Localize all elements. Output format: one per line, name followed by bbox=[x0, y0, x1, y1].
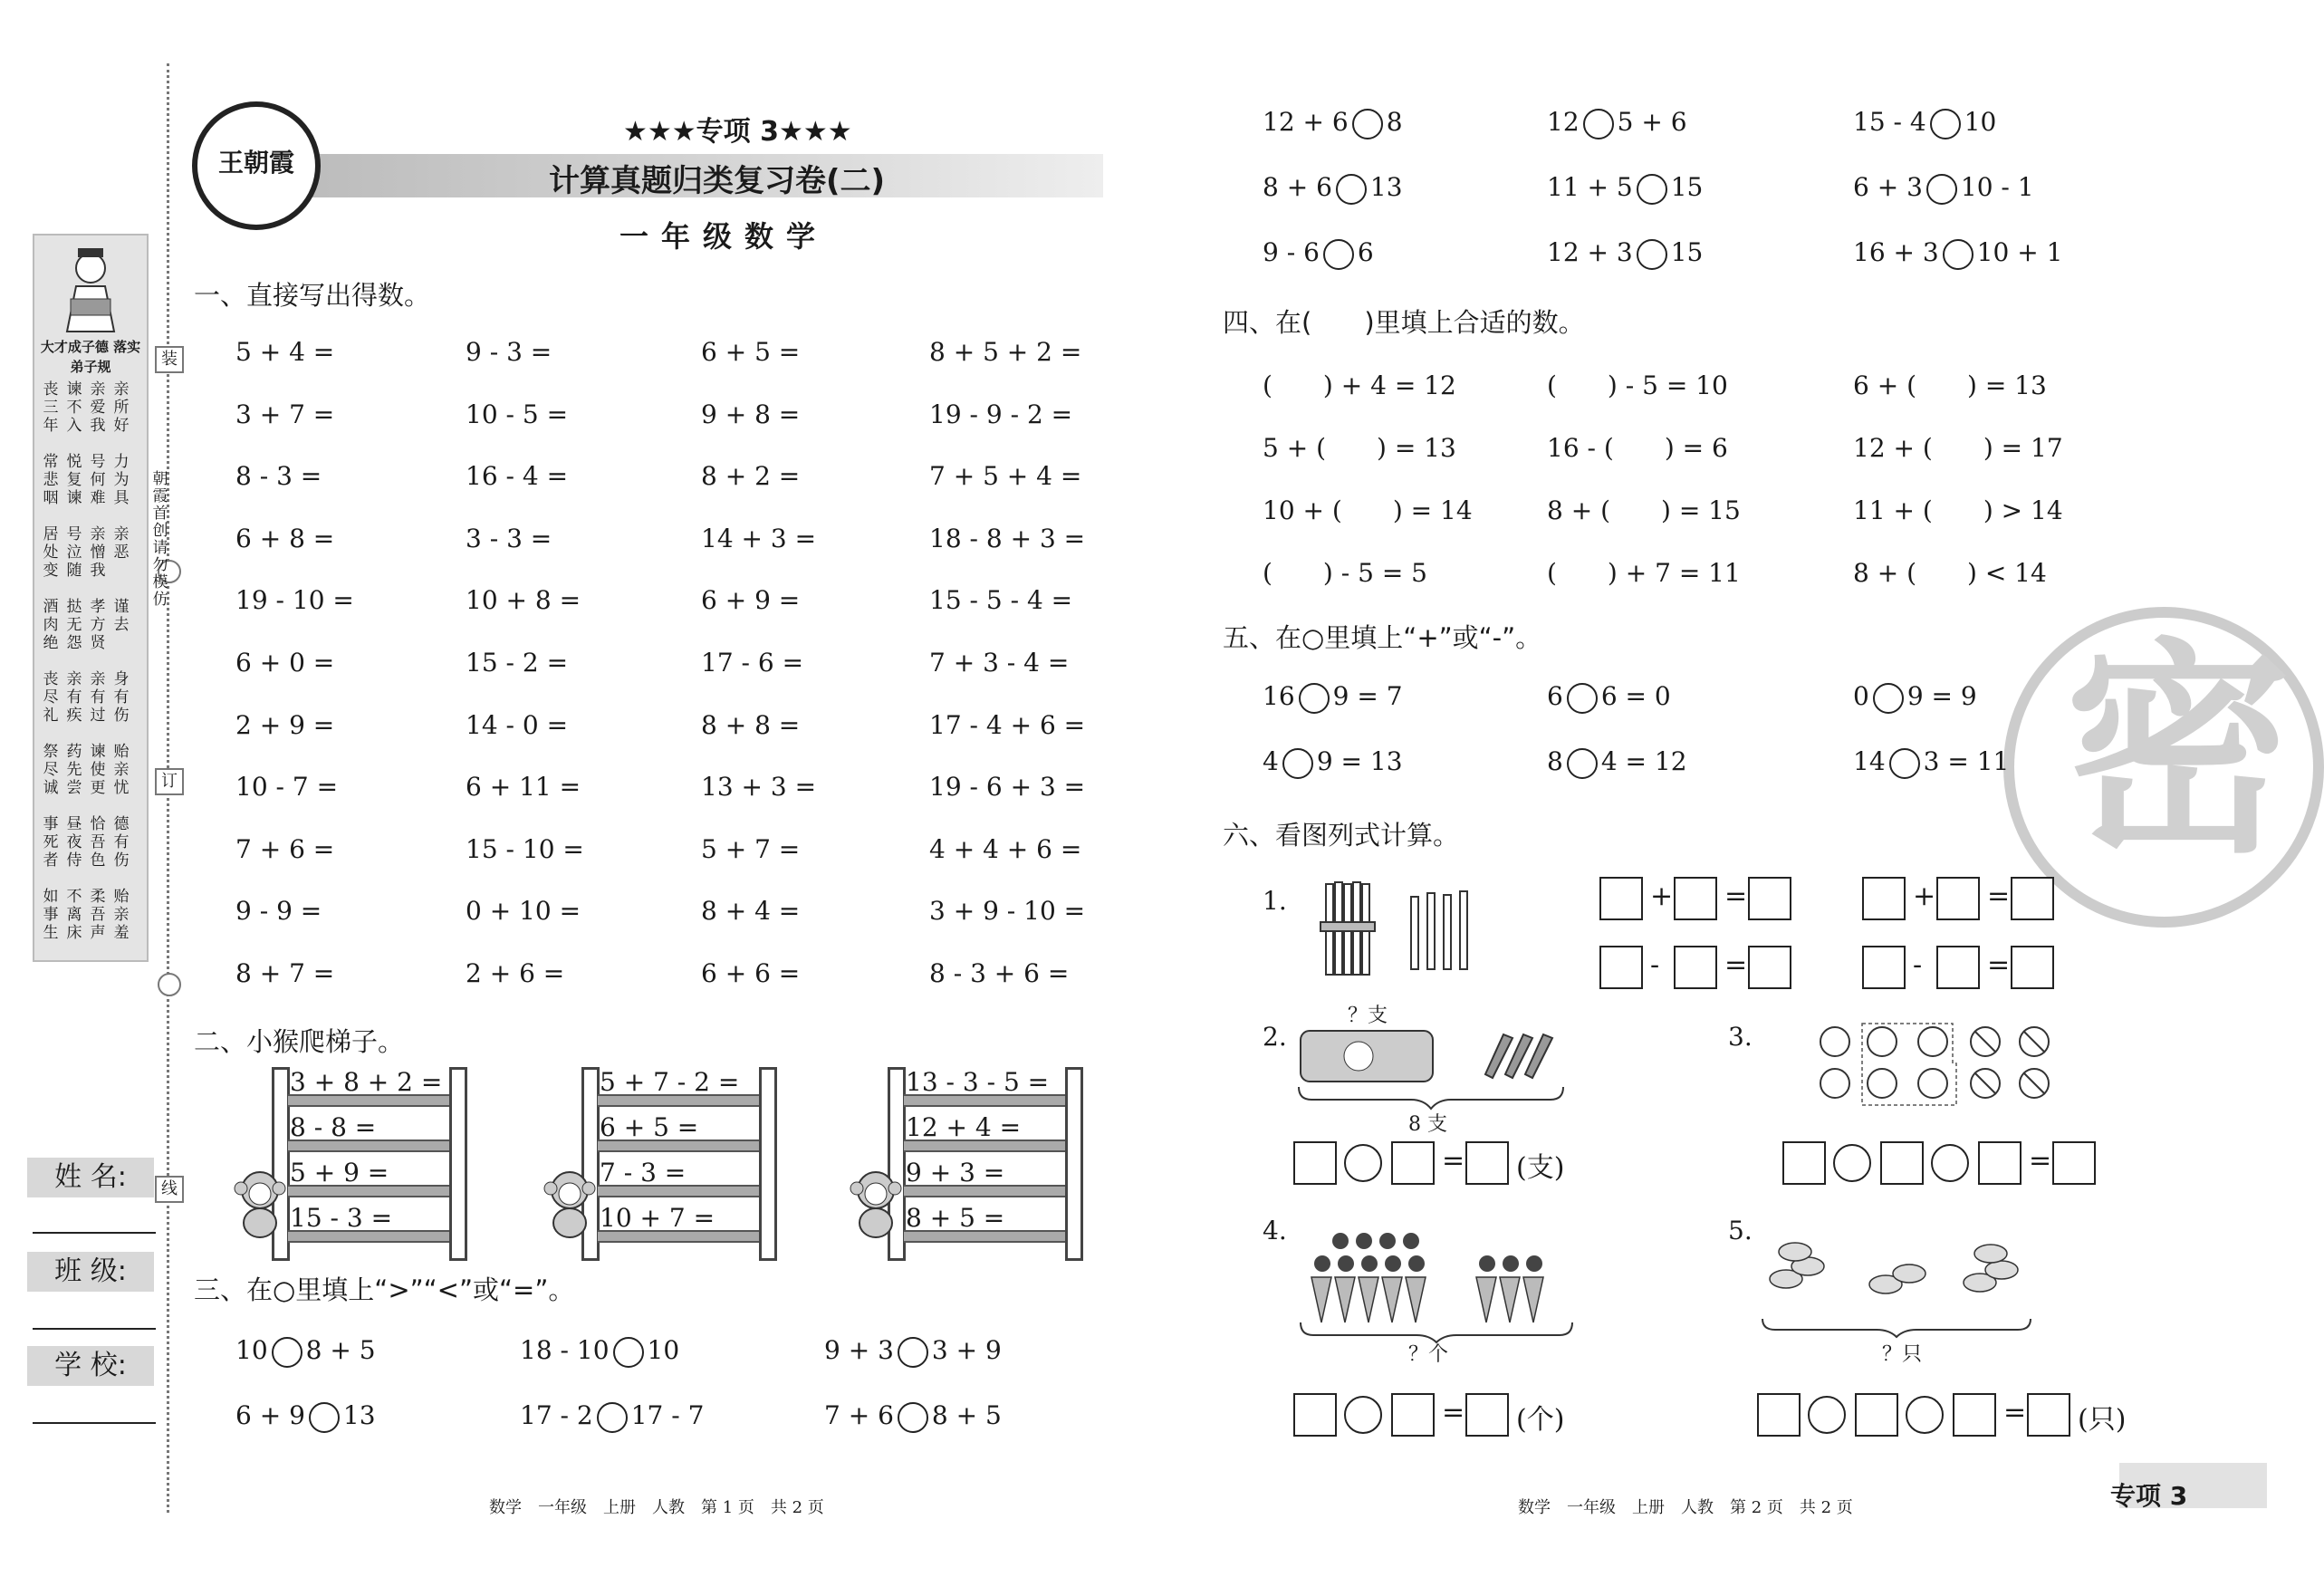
expr-right: 6 bbox=[1357, 237, 1374, 267]
poem-column: 谨去 bbox=[113, 598, 130, 634]
answer-box[interactable] bbox=[1855, 1393, 1898, 1437]
footer-right: 数学 一年级 上册 人教 第 2 页 共 2 页 bbox=[1518, 1498, 1853, 1517]
cut-circle bbox=[158, 973, 181, 996]
answer-circle[interactable] bbox=[1567, 683, 1598, 714]
answer-box[interactable] bbox=[2027, 1393, 2070, 1437]
answer-circle[interactable] bbox=[1637, 239, 1667, 270]
answer-box[interactable] bbox=[1862, 946, 1906, 989]
equation: 8 + 4 = bbox=[701, 896, 801, 927]
equals-sign: = bbox=[1442, 1145, 1465, 1177]
compare-item bbox=[520, 1335, 679, 1368]
grade-subtitle: 一年级数学 bbox=[619, 219, 829, 254]
equation: 8 + 2 = bbox=[701, 461, 801, 492]
equation: 18 - 8 + 3 = bbox=[929, 523, 1086, 553]
ladder-equation: 13 - 3 - 5 = bbox=[906, 1067, 1050, 1097]
problem-1-number: 1. bbox=[1263, 886, 1287, 916]
answer-circle[interactable] bbox=[1282, 748, 1313, 779]
poem-column: 贻亲羞 bbox=[113, 888, 130, 942]
expr-left: 12 + 6 bbox=[1263, 107, 1349, 137]
equation: 10 - 7 = bbox=[235, 772, 339, 803]
equals-sign: = bbox=[1724, 949, 1748, 981]
section-6-heading: 六、看图列式计算。 bbox=[1223, 820, 1460, 851]
equation: 6 + 9 = bbox=[701, 585, 801, 616]
answer-box[interactable] bbox=[2011, 877, 2054, 920]
answer-box[interactable] bbox=[1599, 877, 1643, 920]
equation: 19 - 6 + 3 = bbox=[929, 772, 1086, 803]
expr-left: 17 - 2 bbox=[520, 1400, 593, 1430]
compare-item bbox=[1547, 172, 1703, 205]
equation: 8 - 3 + 6 = bbox=[929, 958, 1070, 988]
equals-sign: = bbox=[2029, 1145, 2052, 1177]
ladder-equation: 8 + 5 = bbox=[906, 1203, 1005, 1233]
expr-right: 9 = 13 bbox=[1316, 746, 1403, 776]
answer-circle[interactable] bbox=[1873, 683, 1904, 714]
equation: 15 - 2 = bbox=[466, 648, 569, 678]
expr-left: 6 + 3 bbox=[1853, 172, 1923, 202]
expr-right: 5 + 6 bbox=[1617, 107, 1687, 137]
compare-item bbox=[1547, 237, 1703, 270]
side-panel bbox=[33, 234, 149, 962]
equation: 8 - 3 = bbox=[235, 461, 322, 492]
expr-right: 10 bbox=[1964, 107, 1997, 137]
answer-circle[interactable] bbox=[1833, 1144, 1871, 1182]
footer-left: 数学 一年级 上册 人教 第 1 页 共 2 页 bbox=[489, 1498, 824, 1517]
poem-column: 如事生 bbox=[43, 888, 59, 942]
expr-left: 6 bbox=[1547, 681, 1563, 711]
answer-box[interactable] bbox=[1936, 877, 1980, 920]
ladder-rail bbox=[449, 1067, 467, 1261]
answer-box[interactable] bbox=[1391, 1393, 1435, 1437]
answer-circle[interactable] bbox=[898, 1402, 928, 1433]
answer-box[interactable] bbox=[1599, 946, 1643, 989]
compare-item bbox=[1263, 237, 1374, 270]
sticks-illustration bbox=[1311, 877, 1502, 982]
problem-3-number: 3. bbox=[1728, 1022, 1753, 1052]
expr-right: 8 + 5 bbox=[305, 1335, 376, 1365]
equation: 9 - 3 = bbox=[466, 337, 552, 367]
equation: 10 + 8 = bbox=[466, 585, 581, 616]
poem-column: 酒肉绝 bbox=[43, 598, 59, 652]
poem-column: 祭尽诚 bbox=[43, 743, 59, 797]
ladder-equation: 6 + 5 = bbox=[600, 1112, 699, 1142]
fill-blank-item: ( ) + 4 = 12 bbox=[1263, 370, 1456, 400]
answer-circle[interactable] bbox=[1808, 1396, 1846, 1434]
compare-item bbox=[1853, 237, 2062, 270]
expr-left: 16 + 3 bbox=[1853, 237, 1939, 267]
answer-box[interactable] bbox=[1862, 877, 1906, 920]
equation: 7 + 6 = bbox=[235, 833, 335, 864]
ladder-equation: 5 + 7 - 2 = bbox=[600, 1067, 740, 1097]
equation: 15 - 10 = bbox=[466, 833, 584, 864]
equation: 6 + 5 = bbox=[701, 337, 801, 367]
poem-column: 居处变 bbox=[43, 525, 59, 580]
answer-box[interactable] bbox=[1293, 1141, 1337, 1185]
expr-right: 17 - 7 bbox=[630, 1400, 705, 1430]
section-1-heading: 一、直接写出得数。 bbox=[194, 280, 431, 311]
ladder-rail bbox=[759, 1067, 777, 1261]
compare-item bbox=[1263, 107, 1403, 139]
equation: 7 + 5 + 4 = bbox=[929, 461, 1082, 492]
class-label: 班 级: bbox=[27, 1252, 154, 1292]
poem-column: 亲爱我 bbox=[90, 380, 106, 435]
answer-circle[interactable] bbox=[1926, 174, 1957, 205]
poem-column: 恰吾色 bbox=[90, 815, 106, 870]
answer-circle[interactable] bbox=[309, 1402, 340, 1433]
answer-box[interactable] bbox=[2052, 1141, 2096, 1185]
answer-circle[interactable] bbox=[1352, 109, 1383, 139]
equation: 13 + 3 = bbox=[701, 772, 817, 803]
ladder-equation: 7 - 3 = bbox=[600, 1158, 687, 1188]
ladder-equation: 5 + 9 = bbox=[290, 1158, 389, 1188]
fill-blank-item: ( ) - 5 = 5 bbox=[1263, 558, 1428, 588]
sign-item bbox=[1547, 681, 1671, 714]
section-5-heading: 五、在○里填上“+”或“-”。 bbox=[1223, 622, 1542, 653]
poem-column: 药先尝 bbox=[66, 743, 82, 797]
fill-blank-item: 5 + ( ) = 13 bbox=[1263, 433, 1456, 463]
equation: 6 + 8 = bbox=[235, 523, 335, 553]
expr-right: 10 - 1 bbox=[1960, 172, 2034, 202]
compare-item bbox=[1263, 172, 1403, 205]
fill-blank-item: 6 + ( ) = 13 bbox=[1853, 370, 2047, 400]
poem-column: 挞无怨 bbox=[66, 598, 82, 652]
equation: 6 + 11 = bbox=[466, 772, 581, 803]
monkey-illustration bbox=[540, 1168, 600, 1239]
answer-box[interactable] bbox=[1936, 946, 1980, 989]
poem-column: 贻亲忧 bbox=[113, 743, 130, 797]
answer-box[interactable] bbox=[1978, 1141, 2021, 1185]
corner-label: 专项 3 bbox=[2110, 1481, 2188, 1511]
sign-item bbox=[1853, 746, 2009, 779]
expr-right: 3 + 9 bbox=[931, 1335, 1002, 1365]
unit-label: (只) bbox=[2078, 1404, 2127, 1436]
sign-item bbox=[1263, 746, 1403, 779]
answer-circle[interactable] bbox=[1889, 748, 1920, 779]
sign-item bbox=[1853, 681, 1977, 714]
pen-question: ？支 bbox=[1348, 1005, 1388, 1027]
equation: 3 + 9 - 10 = bbox=[929, 896, 1086, 927]
school-field[interactable] bbox=[33, 1422, 156, 1424]
fill-blank-item: 10 + ( ) = 14 bbox=[1263, 495, 1473, 525]
fill-blank-item: ( ) - 5 = 10 bbox=[1547, 370, 1728, 400]
problem-5-number: 5. bbox=[1728, 1216, 1753, 1245]
expr-left: 0 bbox=[1853, 681, 1869, 711]
expr-right: 15 bbox=[1670, 172, 1704, 202]
expr-left: 15 - 4 bbox=[1853, 107, 1926, 137]
problem-2-number: 2. bbox=[1263, 1022, 1287, 1052]
answer-circle[interactable] bbox=[1930, 109, 1961, 139]
equation: 14 + 3 = bbox=[701, 523, 817, 553]
minus-sign: - bbox=[1913, 949, 1923, 981]
equals-sign: = bbox=[1442, 1397, 1465, 1428]
answer-box[interactable] bbox=[1748, 946, 1791, 989]
poem-column: 亲有过 bbox=[90, 670, 106, 725]
unit-label: (支) bbox=[1516, 1152, 1565, 1184]
answer-circle[interactable] bbox=[1583, 109, 1614, 139]
poem-column: 号何难 bbox=[90, 453, 106, 507]
expr-left: 11 + 5 bbox=[1547, 172, 1633, 202]
ladder-equation: 8 - 8 = bbox=[290, 1112, 377, 1142]
answer-circle[interactable] bbox=[1637, 174, 1667, 205]
poem-column: 不离床 bbox=[66, 888, 82, 942]
equation: 4 + 4 + 6 = bbox=[929, 833, 1082, 864]
expr-left: 6 + 9 bbox=[235, 1400, 305, 1430]
equals-sign: = bbox=[1987, 880, 2011, 912]
equation: 6 + 6 = bbox=[701, 958, 801, 988]
compare-item bbox=[824, 1335, 1002, 1368]
expr-left: 12 bbox=[1547, 107, 1580, 137]
answer-box[interactable] bbox=[1880, 1141, 1924, 1185]
answer-circle[interactable] bbox=[1567, 748, 1598, 779]
equation: 0 + 10 = bbox=[466, 896, 581, 927]
name-label: 姓 名: bbox=[27, 1158, 154, 1197]
equation: 9 - 9 = bbox=[235, 896, 322, 927]
expr-right: 13 bbox=[342, 1400, 376, 1430]
expr-left: 14 bbox=[1853, 746, 1886, 776]
expr-right: 10 bbox=[647, 1335, 680, 1365]
poem-column: 力为具 bbox=[113, 453, 130, 507]
fill-blank-item: 11 + ( ) > 14 bbox=[1853, 495, 2063, 525]
poem-column: 身有伤 bbox=[113, 670, 130, 725]
poem-column: 常悲咽 bbox=[43, 453, 59, 507]
carrot-question: ？个 bbox=[1408, 1343, 1449, 1366]
expr-right: 4 = 12 bbox=[1600, 746, 1687, 776]
watermark-char: 密 bbox=[2065, 620, 2291, 883]
poem-column: 丧尽礼 bbox=[43, 670, 59, 725]
carrots-illustration bbox=[1295, 1223, 1585, 1341]
name-field[interactable] bbox=[33, 1232, 156, 1234]
expr-left: 16 bbox=[1263, 681, 1295, 711]
fill-blank-item: ( ) + 7 = 11 bbox=[1547, 558, 1741, 588]
equation: 2 + 6 = bbox=[466, 958, 565, 988]
section-2-heading: 二、小猴爬梯子。 bbox=[194, 1026, 405, 1057]
poem-column: 德有伤 bbox=[113, 815, 130, 870]
equation: 10 - 5 = bbox=[466, 399, 569, 429]
expr-left: 12 + 3 bbox=[1547, 237, 1633, 267]
series-label: ★★★专项 3★★★ bbox=[623, 116, 852, 148]
compare-item bbox=[1547, 107, 1687, 139]
expr-right: 13 bbox=[1369, 172, 1403, 202]
compare-item bbox=[520, 1400, 704, 1433]
expr-left: 10 bbox=[235, 1335, 268, 1365]
copyright-note: 朝霞首创 请勿模仿 bbox=[152, 470, 168, 609]
poem-column: 谏不入 bbox=[66, 380, 82, 435]
logo-text: 王朝霞 bbox=[217, 148, 294, 178]
equation: 15 - 5 - 4 = bbox=[929, 585, 1073, 616]
poem-column: 昼夜侍 bbox=[66, 815, 82, 870]
poem-column: 谏使更 bbox=[90, 743, 106, 797]
equation: 5 + 4 = bbox=[235, 337, 335, 367]
pen-total: 8 支 bbox=[1408, 1113, 1447, 1136]
expr-left: 9 + 3 bbox=[824, 1335, 894, 1365]
answer-circle[interactable] bbox=[1344, 1144, 1382, 1182]
plus-sign: + bbox=[1913, 880, 1936, 912]
answer-circle[interactable] bbox=[1931, 1144, 1969, 1182]
monkey-illustration bbox=[846, 1168, 906, 1239]
deer-illustration bbox=[1759, 1225, 2049, 1337]
equation: 9 + 8 = bbox=[701, 399, 801, 429]
answer-box[interactable] bbox=[1391, 1141, 1435, 1185]
expr-left: 18 - 10 bbox=[520, 1335, 610, 1365]
fill-blank-item: 12 + ( ) = 17 bbox=[1853, 433, 2063, 463]
answer-circle[interactable] bbox=[1906, 1396, 1944, 1434]
equals-sign: = bbox=[2003, 1397, 2027, 1428]
poem-column: 亲憎我 bbox=[90, 525, 106, 580]
equation: 7 + 3 - 4 = bbox=[929, 648, 1070, 678]
compare-item bbox=[235, 1335, 376, 1368]
monkey-illustration bbox=[230, 1168, 290, 1239]
sign-item bbox=[1263, 681, 1403, 714]
expr-right: 6 = 0 bbox=[1600, 681, 1671, 711]
problem-4-number: 4. bbox=[1263, 1216, 1287, 1245]
equation: 5 + 7 = bbox=[701, 833, 801, 864]
class-field[interactable] bbox=[33, 1328, 156, 1330]
sign-item bbox=[1547, 746, 1687, 779]
fill-blank-item: 8 + ( ) < 14 bbox=[1853, 558, 2047, 588]
ladder-equation: 15 - 3 = bbox=[290, 1203, 393, 1233]
compare-item bbox=[235, 1400, 376, 1433]
answer-box[interactable] bbox=[1674, 877, 1717, 920]
equation: 17 - 4 + 6 = bbox=[929, 709, 1086, 740]
answer-circle[interactable] bbox=[597, 1402, 628, 1433]
deer-question: ？只 bbox=[1882, 1343, 1923, 1366]
answer-box[interactable] bbox=[1293, 1393, 1337, 1437]
expr-right: 10 + 1 bbox=[1976, 237, 2063, 267]
expr-right: 15 bbox=[1670, 237, 1704, 267]
poem-column: 亲有疾 bbox=[66, 670, 82, 725]
poem-column: 号泣随 bbox=[66, 525, 82, 580]
poem-column: 柔吾声 bbox=[90, 888, 106, 942]
logo bbox=[192, 101, 321, 230]
answer-box[interactable] bbox=[1674, 946, 1717, 989]
answer-circle[interactable] bbox=[1344, 1396, 1382, 1434]
equation: 17 - 6 = bbox=[701, 648, 804, 678]
compare-item bbox=[824, 1400, 1002, 1433]
expr-left: 9 - 6 bbox=[1263, 237, 1320, 267]
equation: 3 - 3 = bbox=[466, 523, 552, 553]
section-4-heading: 四、在( )里填上合适的数。 bbox=[1223, 307, 1585, 338]
answer-circle[interactable] bbox=[1336, 174, 1367, 205]
ladder-equation: 10 + 7 = bbox=[600, 1203, 715, 1233]
equation: 14 - 0 = bbox=[466, 709, 569, 740]
answer-box[interactable] bbox=[1757, 1393, 1801, 1437]
page-title: 计算真题归类复习卷(二) bbox=[549, 163, 886, 199]
poem-column: 丧三年 bbox=[43, 380, 59, 435]
compare-item bbox=[1853, 107, 1996, 139]
expr-right: 3 = 11 bbox=[1923, 746, 2010, 776]
cut-label: 线 bbox=[155, 1176, 184, 1203]
expr-left: 8 bbox=[1547, 746, 1563, 776]
equals-sign: = bbox=[1724, 880, 1748, 912]
plus-sign: + bbox=[1650, 880, 1674, 912]
motto: 大才成子德 落实弟子规 bbox=[40, 339, 141, 375]
poem-column: 亲所好 bbox=[113, 380, 130, 435]
ladder-equation: 9 + 3 = bbox=[906, 1158, 1005, 1188]
answer-circle[interactable] bbox=[613, 1337, 644, 1368]
equation: 8 + 5 + 2 = bbox=[929, 337, 1082, 367]
fill-blank-item: 8 + ( ) = 15 bbox=[1547, 495, 1741, 525]
answer-circle[interactable] bbox=[1323, 239, 1354, 270]
compare-item bbox=[1853, 172, 2034, 205]
equation: 8 + 7 = bbox=[235, 958, 335, 988]
unit-label: (个) bbox=[1516, 1404, 1565, 1436]
equation: 19 - 9 - 2 = bbox=[929, 399, 1073, 429]
section-3-heading: 三、在○里填上“>”“<”或“=”。 bbox=[194, 1274, 575, 1305]
equation: 19 - 10 = bbox=[235, 585, 354, 616]
expr-right: 9 = 7 bbox=[1332, 681, 1403, 711]
circles-illustration bbox=[1813, 1022, 2067, 1109]
cut-label: 装 bbox=[155, 346, 184, 373]
equation: 3 + 7 = bbox=[235, 399, 335, 429]
cut-label: 订 bbox=[155, 768, 184, 795]
expr-left: 4 bbox=[1263, 746, 1279, 776]
equation: 16 - 4 = bbox=[466, 461, 569, 492]
answer-box[interactable] bbox=[1465, 1141, 1509, 1185]
answer-circle[interactable] bbox=[1299, 683, 1330, 714]
answer-circle[interactable] bbox=[272, 1337, 303, 1368]
expr-right: 9 = 9 bbox=[1906, 681, 1977, 711]
answer-box[interactable] bbox=[1953, 1393, 1996, 1437]
expr-right: 8 + 5 bbox=[931, 1400, 1002, 1430]
expr-left: 7 + 6 bbox=[824, 1400, 894, 1430]
ladder-equation: 3 + 8 + 2 = bbox=[290, 1067, 443, 1097]
answer-box[interactable] bbox=[2011, 946, 2054, 989]
equals-sign: = bbox=[1987, 949, 2011, 981]
answer-circle[interactable] bbox=[898, 1337, 928, 1368]
ladder-equation: 12 + 4 = bbox=[906, 1112, 1022, 1142]
poem-column: 悦复谏 bbox=[66, 453, 82, 507]
answer-box[interactable] bbox=[1782, 1141, 1826, 1185]
ladder-rail bbox=[1065, 1067, 1083, 1261]
pencil-case-illustration bbox=[1295, 1027, 1576, 1118]
equation: 8 + 8 = bbox=[701, 709, 801, 740]
answer-circle[interactable] bbox=[1943, 239, 1973, 270]
answer-box[interactable] bbox=[1465, 1393, 1509, 1437]
expr-left: 8 + 6 bbox=[1263, 172, 1332, 202]
fill-blank-item: 16 - ( ) = 6 bbox=[1547, 433, 1728, 463]
answer-box[interactable] bbox=[1748, 877, 1791, 920]
minus-sign: - bbox=[1650, 949, 1660, 981]
poem-column: 事死者 bbox=[43, 815, 59, 870]
poem-column: 亲恶 bbox=[113, 525, 130, 562]
equation: 6 + 0 = bbox=[235, 648, 335, 678]
expr-right: 8 bbox=[1386, 107, 1403, 137]
equation: 2 + 9 = bbox=[235, 709, 335, 740]
poem-column: 孝方贤 bbox=[90, 598, 106, 652]
school-label: 学 校: bbox=[27, 1346, 154, 1386]
scholar-illustration bbox=[54, 243, 127, 333]
